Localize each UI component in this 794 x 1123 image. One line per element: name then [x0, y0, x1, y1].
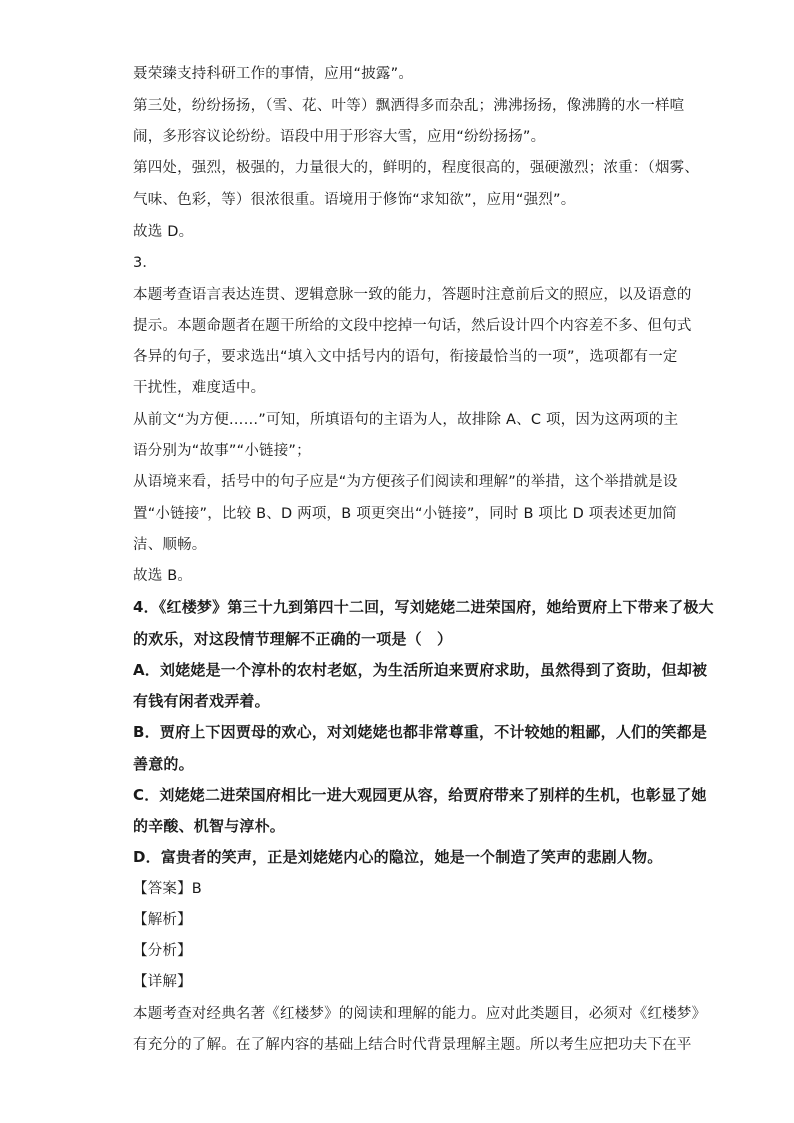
analysis-heading: 【解析】	[133, 912, 192, 928]
analysis-subheading: 【分析】	[133, 943, 192, 959]
option-d: D．富贵者的笑声，正是刘姥姥内心的隐泣，她是一个制造了笑声的悲剧人物。	[133, 848, 663, 866]
text-line: 故选 B。	[133, 568, 193, 584]
text-line: 聂荣臻支持科研工作的事情，应用“披露”。	[133, 66, 414, 82]
text-line: 本题考查对经典名著《红楼梦》的阅读和理解的能力。应对此类题目，必须对《红楼梦》	[133, 1006, 707, 1022]
question-stem: 4．《红楼梦》第三十九到第四十二回，写刘姥姥二进荣国府，她给贾府上下带来了极大	[133, 598, 714, 616]
detail-heading: 【详解】	[133, 974, 192, 990]
text-line: 第四处，强烈，极强的，力量很大的，鲜明的，程度很高的，强硬激烈；浓重：（烟雾、	[133, 160, 700, 176]
text-line: 从前文“为方便……”可知，所填语句的主语为人，故排除 A、C 项，因为这两项的主	[133, 412, 679, 428]
text-line: 洁、顺畅。	[133, 537, 207, 553]
text-line: 置“小链接”，比较 B、D 两项，B 项更突出“小链接”，同时 B 项比 D 项表述更加简	[133, 506, 677, 522]
answer-label: 【答案】B	[133, 881, 202, 897]
question-number: 3．	[133, 255, 158, 271]
question-stem: 的欢乐，对这段情节理解不正确的一项是（ ）	[133, 630, 453, 648]
text-line: 气味、色彩，等）很浓很重。语境用于修饰“求知欲”，应用“强烈”。	[133, 192, 576, 208]
option-a: 有钱有闲者戏弄着。	[133, 692, 270, 710]
option-c: 的辛酸、机智与淳朴。	[133, 817, 286, 835]
text-line: 第三处，纷纷扬扬，（雪、花、叶等）飘洒得多而杂乱；沸沸扬扬，像沸腾的水一样喧	[133, 98, 685, 114]
option-b: 善意的。	[133, 755, 194, 773]
text-line: 有充分的了解。在了解内容的基础上结合时代背景理解主题。所以考生应把功夫下在平	[133, 1037, 692, 1053]
option-a: A．刘姥姥是一个淳朴的农村老妪，为生活所迫来贾府求助，虽然得到了资助，但却被	[133, 661, 708, 679]
text-line: 语分别为“故事”“小链接”；	[133, 443, 311, 459]
option-c: C．刘姥姥二进荣国府相比一进大观园更从容，给贾府带来了别样的生机，也彰显了她	[133, 786, 707, 804]
text-line: 故选 D。	[133, 224, 194, 240]
option-b: B．贾府上下因贾母的欢心，对刘姥姥也都非常尊重，不计较她的粗鄙，人们的笑都是	[133, 723, 708, 741]
text-line: 各异的句子，要求选出“填入文中括号内的语句，衔接最恰当的一项”，选项都有一定	[133, 349, 678, 365]
text-line: 干扰性，难度适中。	[133, 380, 266, 396]
text-line: 本题考查语言表达连贯、逻辑意脉一致的能力，答题时注意前后文的照应，以及语意的	[133, 287, 692, 303]
text-line: 闹，多形容议论纷纷。语段中用于形容大雪，应用“纷纷扬扬”。	[133, 129, 546, 145]
text-line: 从语境来看，括号中的句子应是“为方便孩子们阅读和理解”的举措，这个举措就是设	[133, 474, 678, 490]
text-line: 提示。本题命题者在题干所给的文段中挖掉一句话，然后设计四个内容差不多、但句式	[133, 318, 692, 334]
